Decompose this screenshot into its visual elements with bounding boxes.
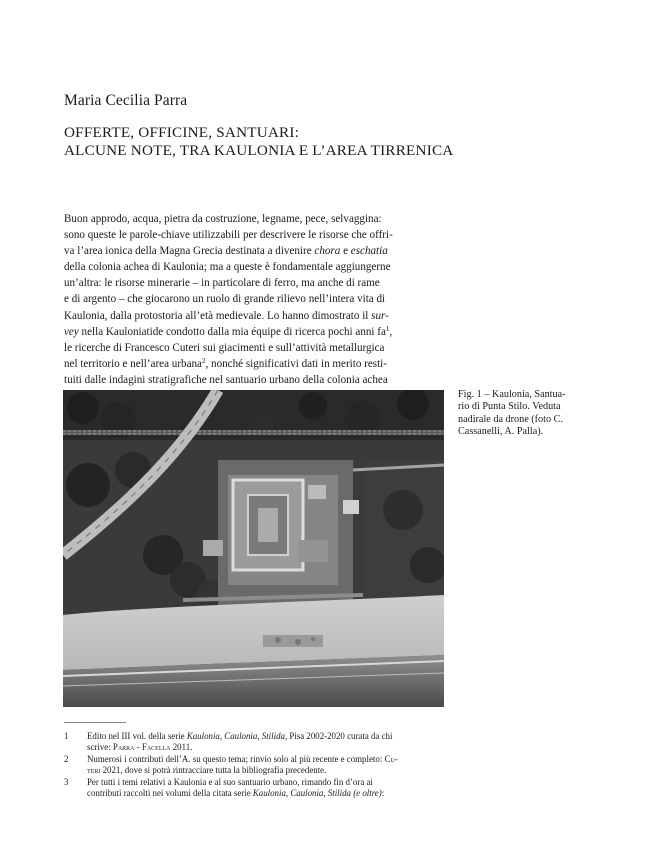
body-line: va l’area ionica della Magna Grecia destinata a divenire chora e eschatia xyxy=(64,245,388,258)
italic-term: eschatia xyxy=(350,245,388,258)
body-line: Kaulonia, dalla protostoria all’età medievale. Lo hanno dimostrato il sur- xyxy=(64,309,389,322)
body-line: nel territorio e nell’area urbana$^2$, nonché significativi dati in merito resti- xyxy=(64,356,387,370)
footnote-ref-1[interactable]: 1 xyxy=(385,324,390,333)
caption-line: Fig. 1 – Kaulonia, Santua- xyxy=(458,389,566,400)
body-line: le ricerche di Francesco Cuteri sui giacimenti e sull’attività metallurgica xyxy=(64,341,385,354)
body-line: tuiti dalle indagini stratigrafiche nel santuario urbano della colonia achea xyxy=(64,373,388,386)
body-line: Buon approdo, acqua, pietra da costruzione, legname, pece, selvaggina: xyxy=(64,213,382,225)
article-title xyxy=(64,124,534,160)
title-line: OFFERTE, OFFICINE, SANTUARI: xyxy=(64,124,300,141)
italic-term: sur- xyxy=(371,309,389,322)
footnote-number: 2 xyxy=(64,754,69,764)
caption-line: nadirale da drone (foto C. xyxy=(458,413,563,425)
body-paragraph xyxy=(64,211,446,404)
body-line: sono queste le parole-chiave utilizzabili per descrivere le risorse che offri- xyxy=(64,229,393,242)
italic-term: chora xyxy=(314,245,341,258)
caption-line: rio di Punta Stilo. Veduta xyxy=(458,401,561,413)
footnote-number: 1 xyxy=(64,731,69,741)
italic-term: vey xyxy=(64,325,79,338)
caption-line: Cassanelli, A. Palla). xyxy=(458,426,544,438)
footnote-divider xyxy=(64,722,126,723)
footnote-number: 3 xyxy=(64,777,69,787)
author-name: Maria Cecilia Parra xyxy=(64,92,188,109)
title-line: ALCUNE NOTE, TRA KAULONIA E L’AREA TIRRENICA xyxy=(64,142,454,159)
footnote-ref-2[interactable]: 2 xyxy=(201,356,206,365)
body-line: della colonia achea di Kaulonia; ma a queste è fondamentale aggiungerne xyxy=(64,261,391,274)
body-line: e di argento – che giocarono un ruolo di grande rilievo nell’intera vita di xyxy=(64,293,386,306)
body-line: vey nella Kauloniatide condotto dalla mia équipe di ricerca pochi anni $fa^1$, xyxy=(64,324,393,338)
aerial-photo xyxy=(63,390,444,707)
figure-caption xyxy=(458,389,598,439)
body-line: un’altra: le risorse minerarie – in particolare di ferro, ma anche di rame xyxy=(64,277,380,290)
